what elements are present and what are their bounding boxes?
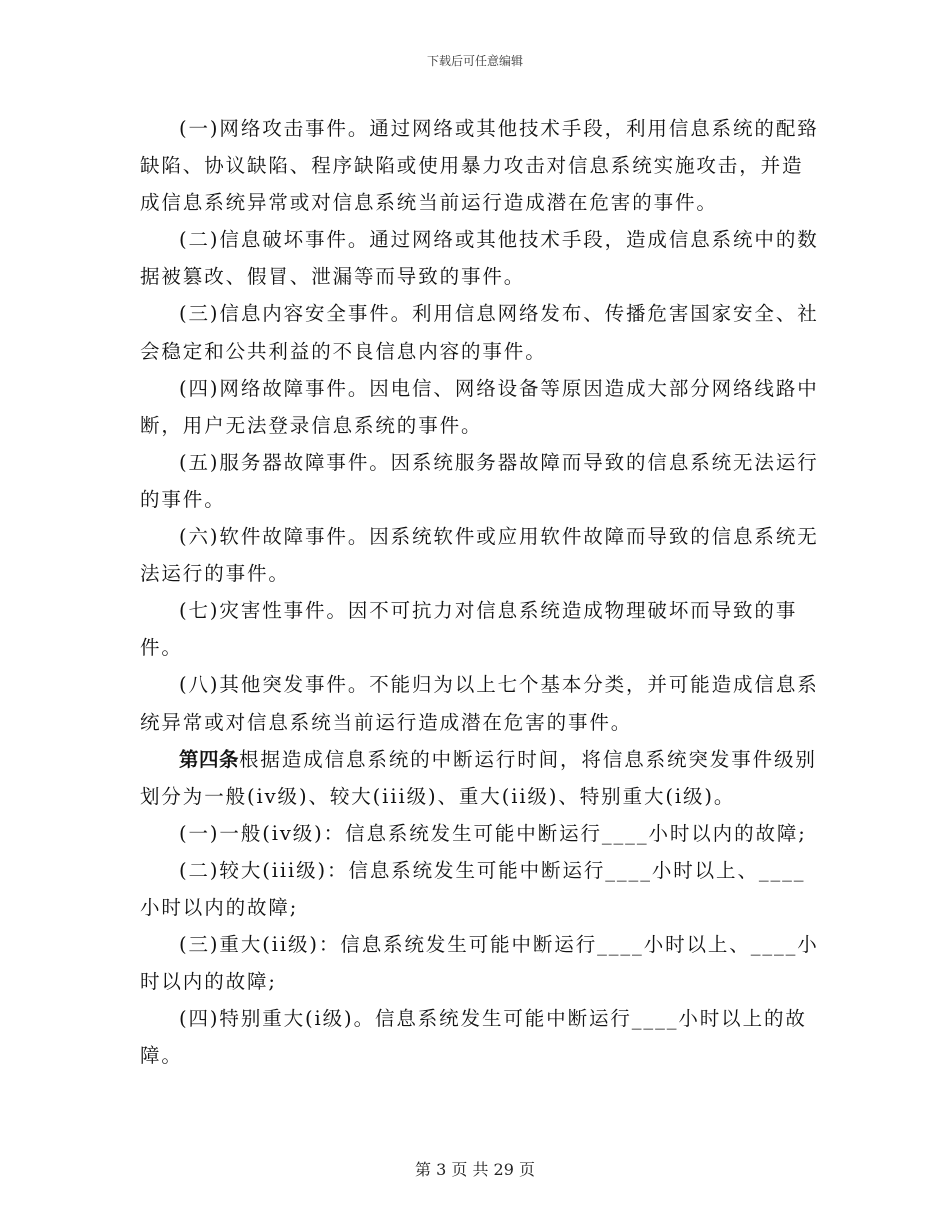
- line: 配臵缺陷、协议缺陷、程序缺陷或使用暴力攻击对信息系统实施攻击，: [140, 117, 819, 178]
- line: _小时以内的故障;: [140, 933, 819, 994]
- paragraph-content-security: [140, 295, 820, 369]
- paragraph-network-attack: [140, 110, 820, 221]
- line: (二)较大(iii级)：信息系统发生可能中断运行____小时以上、__: [179, 858, 783, 882]
- line: (一)一般(iv级)：信息系统发生可能中断运行____小时以内的故: [179, 821, 777, 845]
- article-number: 第四条: [179, 747, 240, 771]
- paragraph-software-fault: [140, 518, 820, 592]
- paragraph-level-especially-serious: [140, 1000, 820, 1074]
- document-body: [140, 110, 820, 1074]
- line: __小时以内的故障;: [140, 858, 806, 919]
- paragraph-network-fault: [140, 370, 820, 444]
- paragraph-other: [140, 666, 820, 740]
- line: 事件。: [140, 599, 798, 660]
- line: 社会稳定和公共利益的不良信息内容的事件。: [140, 302, 819, 363]
- paragraph-level-serious: [140, 926, 820, 1000]
- line: 的数据被篡改、假冒、泄漏等而导致的事件。: [140, 228, 819, 289]
- paragraph-info-destruction: [140, 221, 820, 295]
- line: (五)服务器故障事件。因系统服务器故障而导致的信息系统无法: [179, 450, 776, 474]
- line: (一)网络攻击事件。通过网络或其他技术手段，利用信息系统的: [179, 117, 776, 140]
- line: (二)信息破坏事件。通过网络或其他技术手段，造成信息系统中: [179, 228, 776, 252]
- line: 并造成信息系统异常或对信息系统当前运行造成潜在危害的事件。: [140, 154, 804, 215]
- line: 统无法运行的事件。: [140, 525, 819, 586]
- page-header: 下载后可任意编辑: [426, 54, 523, 68]
- paragraph-disaster: [140, 592, 820, 666]
- line: (三)信息内容安全事件。利用信息网络发布、传播危害国家安全、: [179, 302, 798, 326]
- line: 障;: [776, 821, 807, 845]
- line: 运行的事件。: [140, 450, 819, 511]
- line: 故障。: [140, 1007, 807, 1068]
- line: (六)软件故障事件。因系统软件或应用软件故障而导致的信息系: [179, 525, 776, 549]
- line: (八)其他突发事件。不能归为以上七个基本分类，并可能造成信: [179, 673, 776, 697]
- line: (四)特别重大(i级)。信息系统发生可能中断运行____小时以上的: [179, 1007, 786, 1031]
- page-footer: 第 3 页 共 29 页: [415, 1160, 535, 1179]
- line: 息系统异常或对信息系统当前运行造成潜在危害的事件。: [140, 673, 819, 734]
- line: 根据造成信息系统的中断运行时间，将信息系统突发事件: [239, 747, 775, 771]
- paragraph-article-four: [140, 741, 820, 815]
- paragraph-level-major: [140, 852, 820, 926]
- paragraph-level-general: [140, 815, 820, 852]
- line: (四)网络故障事件。因电信、网络设备等原因造成大部分网络线: [179, 376, 776, 400]
- line: (七)灾害性事件。因不可抗力对信息系统造成物理破坏而导致的: [179, 599, 776, 623]
- line: 路中断，用户无法登录信息系统的事件。: [140, 376, 819, 437]
- paragraph-server-fault: [140, 444, 820, 518]
- line: (三)重大(ii级)：信息系统发生可能中断运行____小时以上、___: [179, 933, 786, 957]
- line: 级别划分为一般(iv级)、较大(iii级)、重大(ii级)、特别重大(i级)。: [140, 747, 817, 808]
